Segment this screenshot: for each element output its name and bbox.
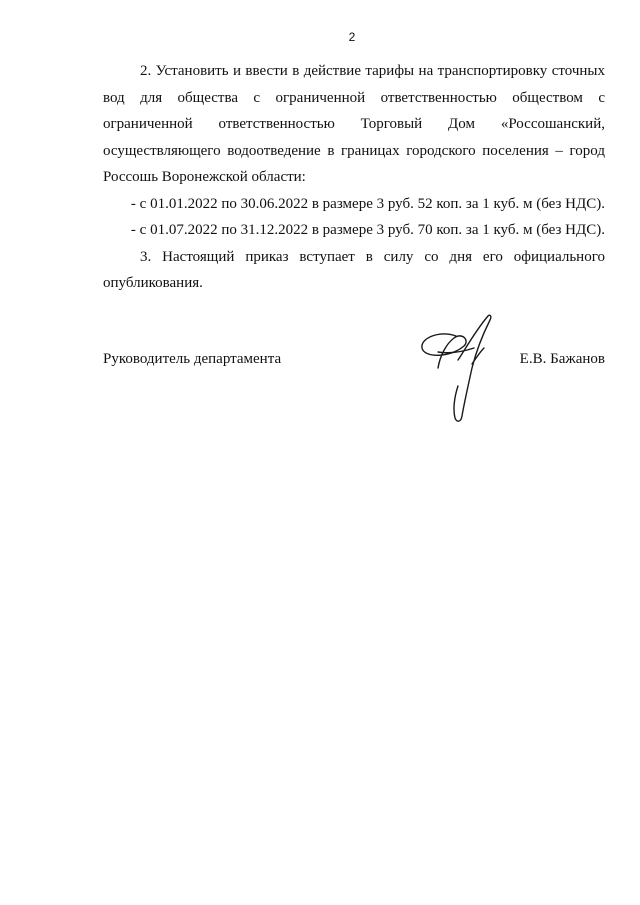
paragraph-item-2: 2. Установить и ввести в действие тарифы на транспортировку сточных вод для общества с ограниченной ответственностью обществом с ограниченной ответственностью Торговый Дом «Россошанский, осуществляющего водоотведение в границах городского поселения – город Россошь Воронежской области: [103,63,605,185]
tariff-line-first-half: - с 01.01.2022 по 30.06.2022 в размере 3 руб. 52 коп. за 1 куб. м (без НДС). [130,195,605,212]
tariff-line-second-half: - с 01.07.2022 по 31.12.2022 в размере 3 руб. 70 коп. за 1 куб. м (без НДС). [130,222,605,238]
handwritten-signature-icon [410,308,510,428]
page-number: 2 [348,30,356,44]
signature-row [103,346,605,372]
paragraph-item-3: 3. Настоящий приказ вступает в силу со дня его официального опубликования. [103,248,605,291]
document-body [103,58,605,297]
signatory-name: Е.В. Бажанов [519,351,605,367]
signatory-role: Руководитель департамента [103,351,282,367]
